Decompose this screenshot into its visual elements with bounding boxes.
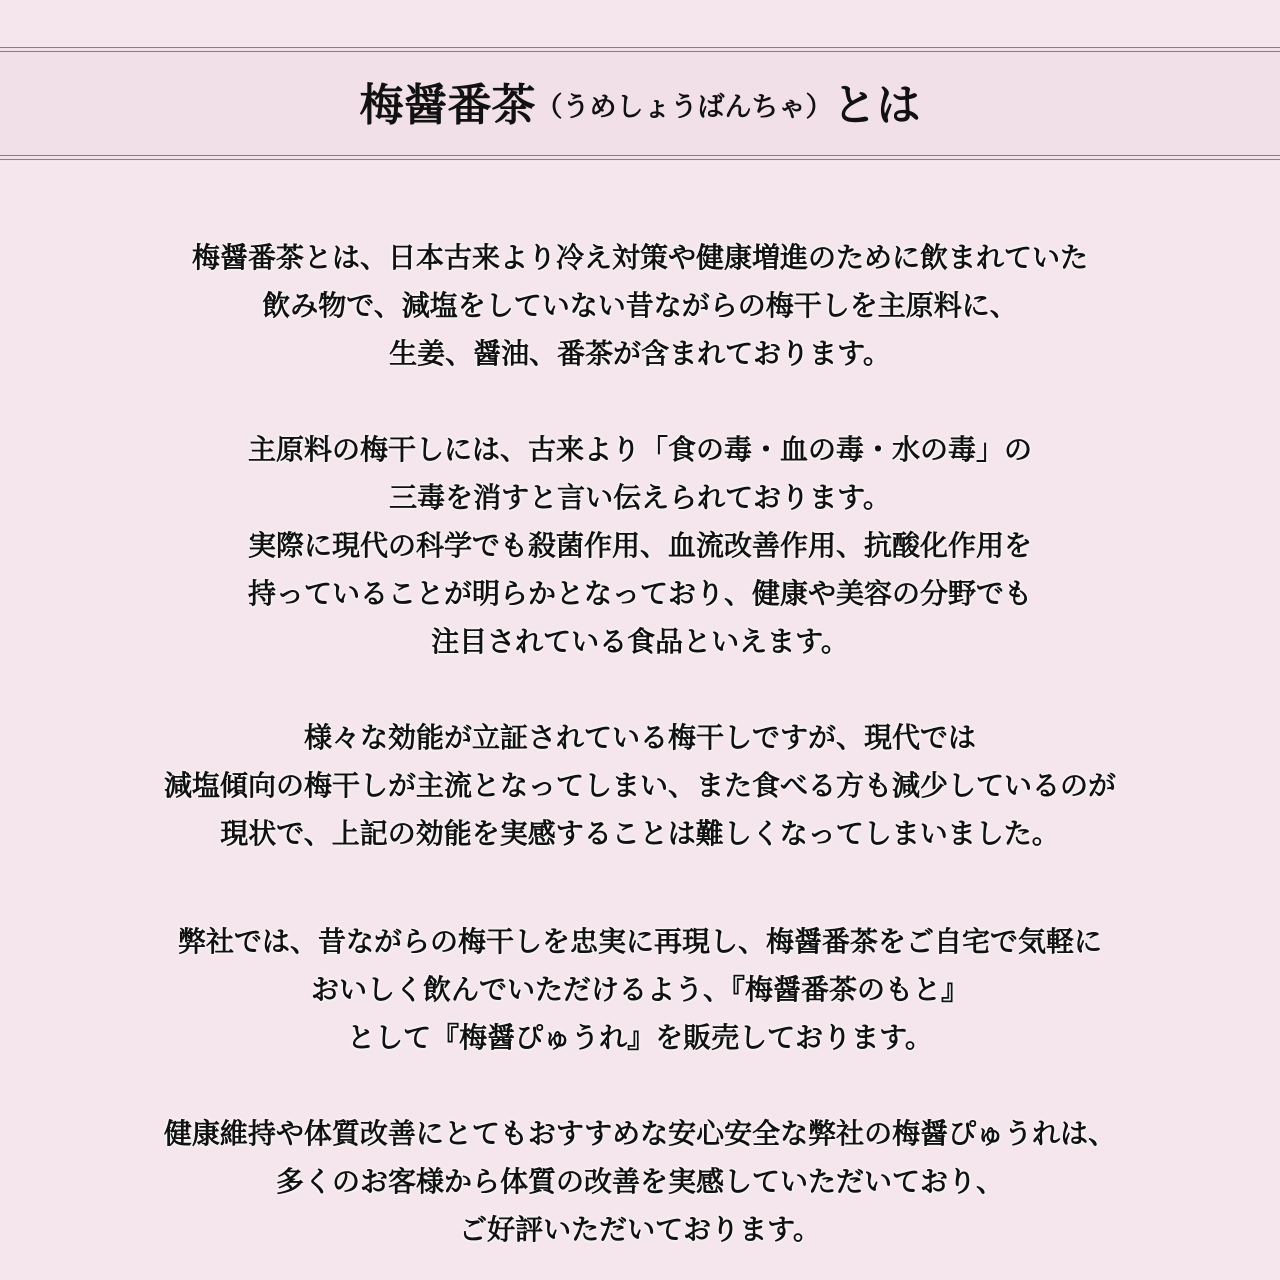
text-line: として『梅醤ぴゅうれ』を販売しております。 [347, 1021, 933, 1054]
text-line: 注目されている食品といえます。 [431, 625, 849, 658]
text-line: 梅醤番茶とは、日本古来より冷え対策や健康増進のために飲まれていた [191, 241, 1088, 274]
text-line: 三毒を消すと言い伝えられております。 [389, 481, 891, 514]
text-line: 持っていることが明らかとなっており、健康や美容の分野でも [247, 577, 1032, 610]
paragraph-reviews [0, 1110, 1280, 1254]
paragraph-product [0, 918, 1280, 1062]
header-bottom-rule [0, 159, 1280, 160]
text-line: 弊社では、昔ながらの梅干しを忠実に再現し、梅醤番茶をご自宅で気軽に [177, 925, 1102, 958]
header-bottom-rule-inner [0, 155, 1280, 156]
text-line: 飲み物で、減塩をしていない昔ながらの梅干しを主原料に、 [262, 289, 1018, 322]
text-line: おいしく飲んでいただけるよう、『梅醤番茶のもと』 [310, 973, 969, 1006]
title-reading: （うめしょうばんちゃ） [535, 92, 833, 123]
title-suffix: とは [832, 80, 921, 131]
text-line: 主原料の梅干しには、古来より「食の毒・血の毒・水の毒」の [247, 433, 1032, 466]
header-top-rule [0, 47, 1280, 48]
text-line: ご好評いただいております。 [459, 1213, 821, 1246]
text-line: 減塩傾向の梅干しが主流となってしまい、また食べる方も減少しているのが [163, 769, 1116, 802]
paragraph-intro [0, 234, 1280, 378]
title-main: 梅醤番茶 [359, 80, 536, 131]
text-line: 多くのお客様から体質の改善を実感していただいており、 [275, 1165, 1004, 1198]
paragraph-main-ingredient [0, 426, 1280, 666]
article-body [0, 234, 1280, 1254]
paragraph-current-state [0, 714, 1280, 858]
page-title [0, 76, 1280, 139]
header-top-rule-inner [0, 51, 1280, 52]
text-line: 健康維持や体質改善にとてもおすすめな安心安全な弊社の梅醤ぴゅうれは、 [163, 1117, 1117, 1150]
text-line: 様々な効能が立証されている梅干しですが、現代では [303, 721, 976, 754]
text-line: 実際に現代の科学でも殺菌作用、血流改善作用、抗酸化作用を [247, 529, 1032, 562]
text-line: 現状で、上記の効能を実感することは難しくなってしまいました。 [220, 817, 1060, 850]
text-line: 生姜、醤油、番茶が含まれております。 [389, 337, 891, 370]
